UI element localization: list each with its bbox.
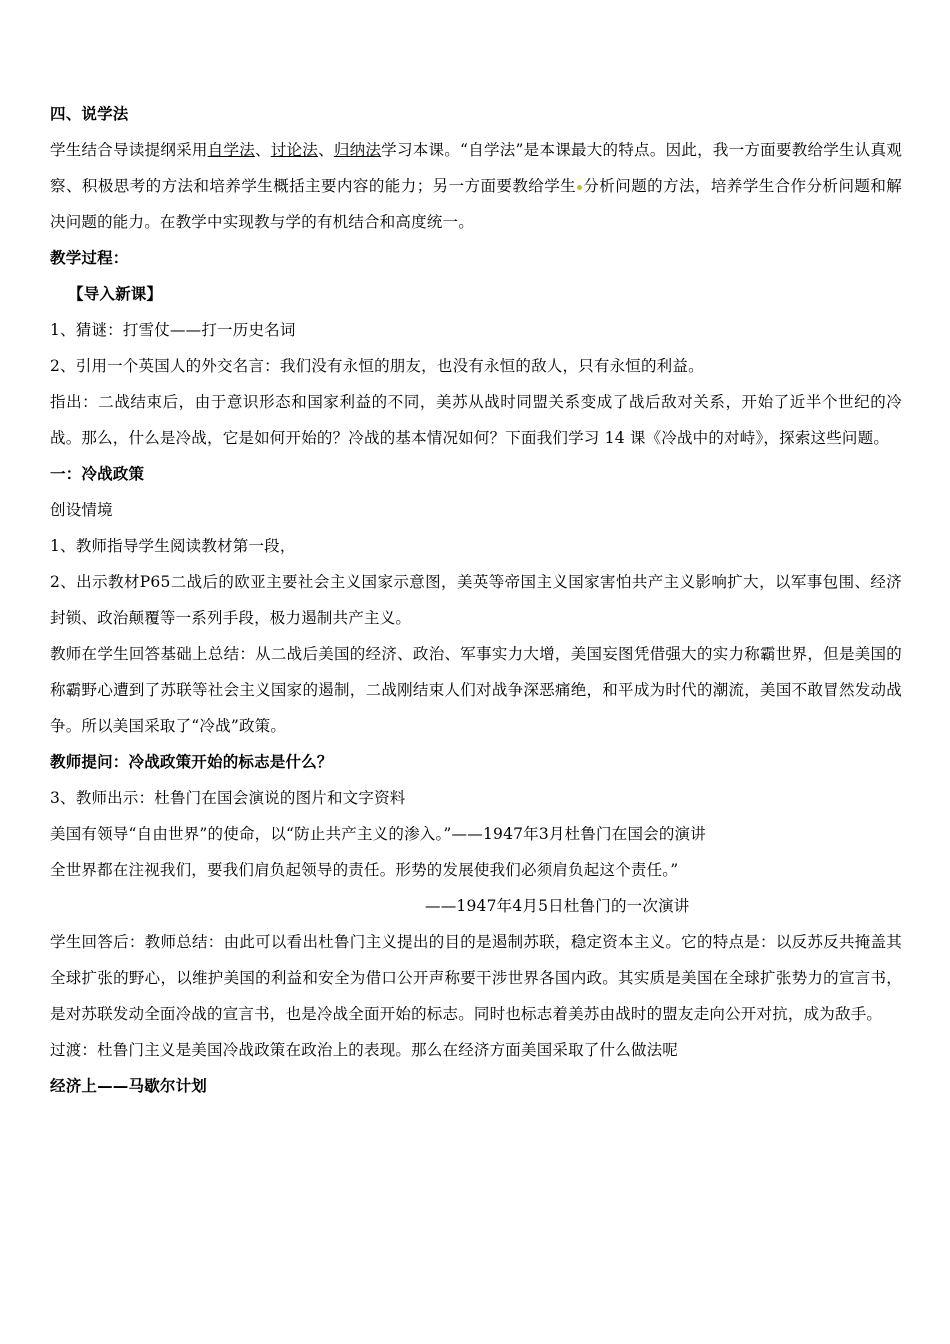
text-segment: 学习本课。“自学法”是本课最大的特点。因此，我一方面要教给学生认真观察、积极思考的方法和培养学生概括主要内容的能力；另一方面要教给学生 bbox=[50, 141, 903, 195]
list-item: 2、引用一个英国人的外交名言：我们没有永恒的朋友，也没有永恒的敌人，只有永恒的利益。 bbox=[50, 357, 704, 375]
teacher-conclusion: 学生回答后：教师总结：由此可以看出杜鲁门主义提出的目的是遏制苏联，稳定资本主义。它的特点是：以反苏反共掩盖其全球扩张的野心，以维护美国的利益和安全为借口公开声称要干涉世界各国内政。其实质是美国在全球扩张势力的宣言书，是对苏联发动全面冷战的宣言书，也是冷战全面开始的标志。同时也标志着美苏由战时的盟友走向公开对抗，成为敌手。 bbox=[50, 933, 902, 1023]
transition-paragraph: 过渡：杜鲁门主义是美国冷战政策在政治上的表现。那么在经济方面美国采取了什么做法呢 bbox=[50, 1041, 679, 1059]
separator: 、 bbox=[254, 141, 271, 159]
quote-truman-1: 美国有领导“自由世界”的使命，以“防止共产主义的渗入。”——1947年3月杜鲁门在国会的演讲 bbox=[50, 825, 706, 843]
teacher-summary: 教师在学生回答基础上总结：从二战后美国的经济、政治、军事实力大增，美国妄图凭借强大的实力称霸世界，但是美国的称霸野心遭到了苏联等社会主义国家的遏制，二战刚结束人们对战争深恶痛绝，和平成为时代的潮流，美国不敢冒然发动战争。所以美国采取了“冷战”政策。 bbox=[50, 645, 902, 735]
method-induction: 归纳法 bbox=[333, 141, 382, 159]
study-methods-paragraph bbox=[50, 132, 902, 240]
separator: 、 bbox=[318, 141, 334, 159]
intro-explanation: 指出：二战结束后，由于意识形态和国家利益的不同，美苏从战时同盟关系变成了战后敌对关系，开始了近半个世纪的冷战。那么，什么是冷战，它是如何开始的？冷战的基本情况如何？下面我们学习 14 课《冷战中的对峙》，探索这些问题。 bbox=[50, 393, 902, 447]
method-discussion: 讨论法 bbox=[270, 141, 319, 159]
section-heading-teaching-process: 教学过程： bbox=[50, 249, 129, 267]
subheading-scenario: 创设情境 bbox=[50, 501, 113, 519]
list-item: 1、猜谜：打雪仗——打一历史名词 bbox=[50, 321, 296, 339]
ink-mark-icon bbox=[577, 185, 582, 190]
section-heading-cold-war-policy: 一：冷战政策 bbox=[50, 465, 145, 483]
section-heading-study-methods: 四、说学法 bbox=[50, 105, 129, 123]
quote-truman-2: 全世界都在注视我们，要我们肩负起领导的责任。形势的发展使我们必须肩负起这个责任。” bbox=[50, 861, 679, 879]
document-page bbox=[50, 96, 902, 1104]
quote-source: ——1947年4月5日杜鲁门的一次演讲 bbox=[425, 897, 690, 915]
teacher-question: 教师提问：冷战政策开始的标志是什么？ bbox=[50, 753, 333, 771]
list-item: 1、教师指导学生阅读教材第一段， bbox=[50, 537, 296, 555]
list-item: 3、教师出示：杜鲁门在国会演说的图片和文字资料 bbox=[50, 789, 406, 807]
intro-heading: 【导入新课】 bbox=[68, 285, 163, 303]
method-self-study: 自学法 bbox=[207, 141, 255, 159]
text-segment: 分析问题的方法，培养学生合作分析问题和解决问题的能力。在教学中实现教与学的有机结合和高度统一。 bbox=[50, 177, 902, 231]
text-segment: 学生结合导读提纲采用 bbox=[50, 141, 208, 159]
subheading-marshall-plan: 经济上——马歇尔计划 bbox=[50, 1077, 208, 1095]
list-item: 2、出示教材P65二战后的欧亚主要社会主义国家示意图，美英等帝国主义国家害怕共产主义影响扩大，以军事包围、经济封锁、政治颠覆等一系列手段，极力遏制共产主义。 bbox=[50, 573, 902, 627]
